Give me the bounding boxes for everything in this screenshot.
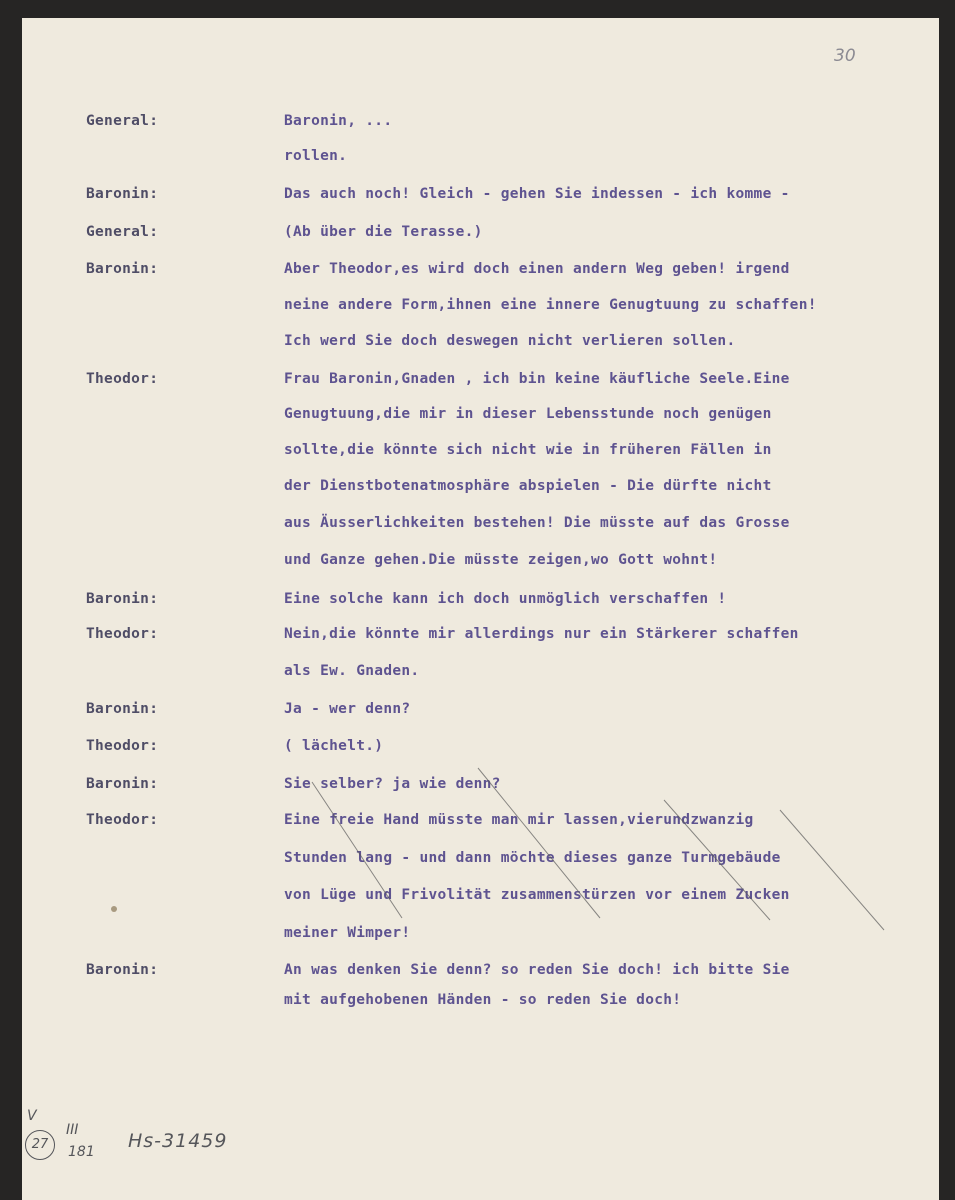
dialogue-line: Nein,die könnte mir allerdings nur ein Stärkerer schaffen (284, 626, 799, 642)
speaker-label: Baronin: (86, 701, 159, 717)
strike-line (664, 800, 770, 920)
dialogue-line: Aber Theodor,es wird doch einen andern Weg geben! irgend (284, 261, 790, 277)
strike-line (478, 768, 600, 918)
speaker-label: Theodor: (86, 738, 159, 754)
speaker-label: Theodor: (86, 812, 159, 828)
dialogue-line: Genugtuung,die mir in dieser Lebensstunde noch genügen (284, 406, 772, 422)
speaker-label: Theodor: (86, 626, 159, 642)
dialogue-line: der Dienstbotenatmosphäre abspielen - Die dürfte nicht (284, 478, 772, 494)
dialogue-line: Stunden lang - und dann möchte dieses ganze Turmgebäude (284, 850, 781, 866)
archive-letter: V (27, 1108, 37, 1124)
dialogue-line: Frau Baronin,Gnaden , ich bin keine käufliche Seele.Eine (284, 371, 790, 387)
dialogue-line: ( lächelt.) (284, 738, 384, 754)
speaker-label: Baronin: (86, 776, 159, 792)
dialogue-line: meiner Wimper! (284, 925, 411, 941)
dialogue-line: Sie selber? ja wie denn? (284, 776, 501, 792)
dialogue-line: Eine freie Hand müsste man mir lassen,vierundzwanzig (284, 812, 754, 828)
archive-folio: 181 (68, 1144, 95, 1160)
archive-signature: Hs-31459 (128, 1130, 228, 1152)
archive-circled-number: 27 (25, 1130, 55, 1160)
dialogue-line: Eine solche kann ich doch unmöglich verschaffen ! (284, 591, 727, 607)
page-number: 30 (834, 46, 856, 66)
dialogue-line: aus Äusserlichkeiten bestehen! Die müsste auf das Grosse (284, 515, 790, 531)
speaker-label: Baronin: (86, 591, 159, 607)
speaker-label: Baronin: (86, 261, 159, 277)
dialogue-line: rollen. (284, 148, 348, 164)
archive-roman-numeral: III (66, 1122, 79, 1138)
dialogue-line: mit aufgehobenen Händen - so reden Sie doch! (284, 992, 682, 1008)
speaker-label: Baronin: (86, 186, 159, 202)
strike-line (312, 782, 402, 918)
speaker-label: General: (86, 224, 159, 240)
strike-line (780, 810, 884, 930)
speaker-label: Baronin: (86, 962, 159, 978)
dialogue-line: von Lüge und Frivolität zusammenstürzen vor einem Zucken (284, 887, 790, 903)
ink-spot (111, 906, 117, 912)
dialogue-line: neine andere Form,ihnen eine innere Genugtuung zu schaffen! (284, 297, 817, 313)
dialogue-line: An was denken Sie denn? so reden Sie doch! ich bitte Sie (284, 962, 790, 978)
speaker-label: General: (86, 113, 159, 129)
dialogue-line: als Ew. Gnaden. (284, 663, 420, 679)
speaker-label: Theodor: (86, 371, 159, 387)
dialogue-line: Das auch noch! Gleich - gehen Sie indessen - ich komme - (284, 186, 790, 202)
dialogue-line: und Ganze gehen.Die müsste zeigen,wo Gott wohnt! (284, 552, 718, 568)
dialogue-line: Baronin, ... (284, 113, 393, 129)
dialogue-line: Ja - wer denn? (284, 701, 411, 717)
dialogue-line: Ich werd Sie doch deswegen nicht verlieren sollen. (284, 333, 736, 349)
dialogue-line: sollte,die könnte sich nicht wie in früheren Fällen in (284, 442, 772, 458)
dialogue-line: (Ab über die Terasse.) (284, 224, 483, 240)
